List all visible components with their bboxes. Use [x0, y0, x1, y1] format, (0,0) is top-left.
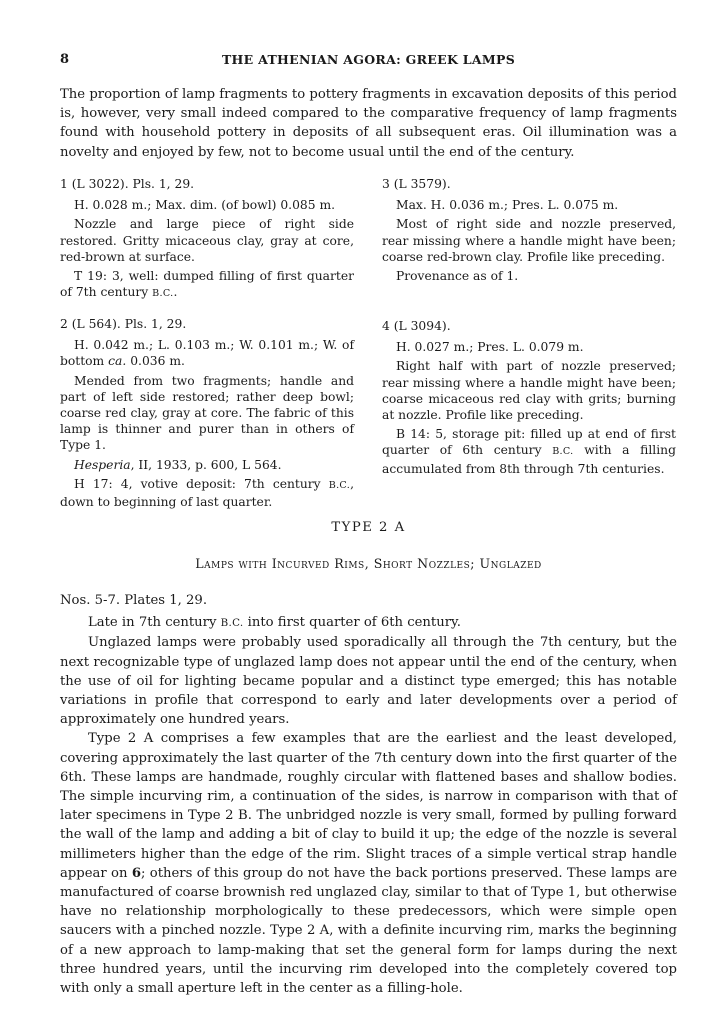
entry-description: Right half with part of nozzle preserved; rear missing where a handle might have been; coarse micaceous red clay with grits; burning at nozzle. Profile like preceding. [382, 359, 676, 423]
entry-description: Nozzle and large piece of right side restored. Gritty micaceous clay, gray at core, red-brown at surface. [60, 217, 354, 264]
catalogue-entry-3 [382, 176, 676, 287]
entry-dimensions: Max. H. 0.036 m.; Pres. L. 0.075 m. [396, 198, 619, 213]
body-paragraph-1: Unglazed lamps were probably used sporadically all through the 7th century, but the next recognizable type of unglazed lamp does not appear until the end of the century, when the use of oil for lighting became popular and a distinct type emerged; this has notable variations in profile that correspond to early and later developments over a period of approximately one hundred years. [60, 635, 677, 728]
entry-description: Mended from two fragments; handle and part of left side restored; rather deep bowl; coarse red clay, gray at core. The fabric of this lamp is thinner and purer than in others of Type 1. [60, 373, 354, 453]
plates-reference: Nos. 5-7. Plates 1, 29. [60, 593, 208, 608]
entry-dimensions: H. 0.028 m.; Max. dim. (of bowl) 0.085 m. [74, 198, 336, 213]
entry-heading: 3 (L 3579). [382, 177, 451, 191]
entry-dimensions: H. 0.027 m.; Pres. L. 0.079 m. [396, 340, 584, 355]
entry-provenance: Provenance as of 1. [396, 269, 519, 284]
entry-heading: 4 (L 3094). [382, 319, 451, 333]
section-body [60, 591, 677, 998]
page-number: 8 [60, 52, 70, 67]
entry-reference: Hesperia, II, 1933, p. 600, L 564. [74, 457, 282, 472]
catalogue-entry-1 [60, 176, 354, 305]
catalogue-entry-4 [382, 318, 676, 480]
section-subtitle: Lamps with Incurved Rims, Short Nozzles; Unglazed [195, 556, 542, 571]
entry-context: T 19: 3, well: dumped filling of first quarter of 7th century B.C.. [60, 269, 354, 300]
entry-context: H 17: 4, votive deposit: 7th century B.C., down to beginning of last quarter. [60, 476, 354, 510]
entry-heading: 2 (L 564). Pls. 1, 29. [60, 317, 187, 331]
date-range: Late in 7th century B.C. into first quarter of 6th century. [88, 615, 461, 631]
entry-context: B 14: 5, storage pit: filled up at end of first quarter of 6th century B.C. with a filling accumulated from 8th through 7th centuries. [382, 427, 676, 476]
section-title: TYPE 2 A [331, 520, 406, 535]
body-paragraph-2: Type 2 A comprises a few examples that are the earliest and the least developed, covering approximately the last quarter of the 7th century down into the first quarter of the 6th. These lamps are handmade, roughly circular with flattened bases and shallow bodies. The simple incurving rim, a continuation of the sides, is narrow in comparison with that of later specimens in Type 2 B. The unbridged nozzle is very small, formed by pulling forward the wall of the lamp and adding a bit of clay to build it up; the edge of the nozzle is several millimeters higher than the edge of the rim. Slight traces of a simple vertical strap handle appear on 6; others of this group do not have the back portions preserved. These lamps are manufactured of coarse brownish red unglazed clay, similar to that of Type 1, but otherwise have no relationship morphologically to these predecessors, which were simple open saucers with a pinched nozzle. Type 2 A, with a definite incurving rim, marks the beginning of a new approach to lamp-making that set the general form for lamps during the next three hundred years, until the incurving rim developed into the completely covered top with only a small aperture left in the center as a filling-hole. [60, 731, 677, 997]
running-title: THE ATHENIAN AGORA: GREEK LAMPS [221, 52, 516, 67]
catalogue-entry-2 [60, 316, 354, 513]
entry-description: Most of right side and nozzle preserved, rear missing where a handle might have been; coarse red-brown clay. Profile like preceding. [382, 217, 676, 264]
intro-paragraph: The proportion of lamp fragments to pottery fragments in excavation deposits of this period is, however, very small indeed compared to the comparative frequency of lamp fragments found with household pottery in deposits of all subsequent eras. Oil illumination was a novelty and enjoyed by few, not to become usual until the end of the century. [60, 87, 677, 160]
entry-heading: 1 (L 3022). Pls. 1, 29. [60, 177, 195, 191]
running-head [60, 52, 677, 72]
entry-dimensions: H. 0.042 m.; L. 0.103 m.; W. 0.101 m.; W. of bottom ca. 0.036 m. [60, 338, 354, 369]
